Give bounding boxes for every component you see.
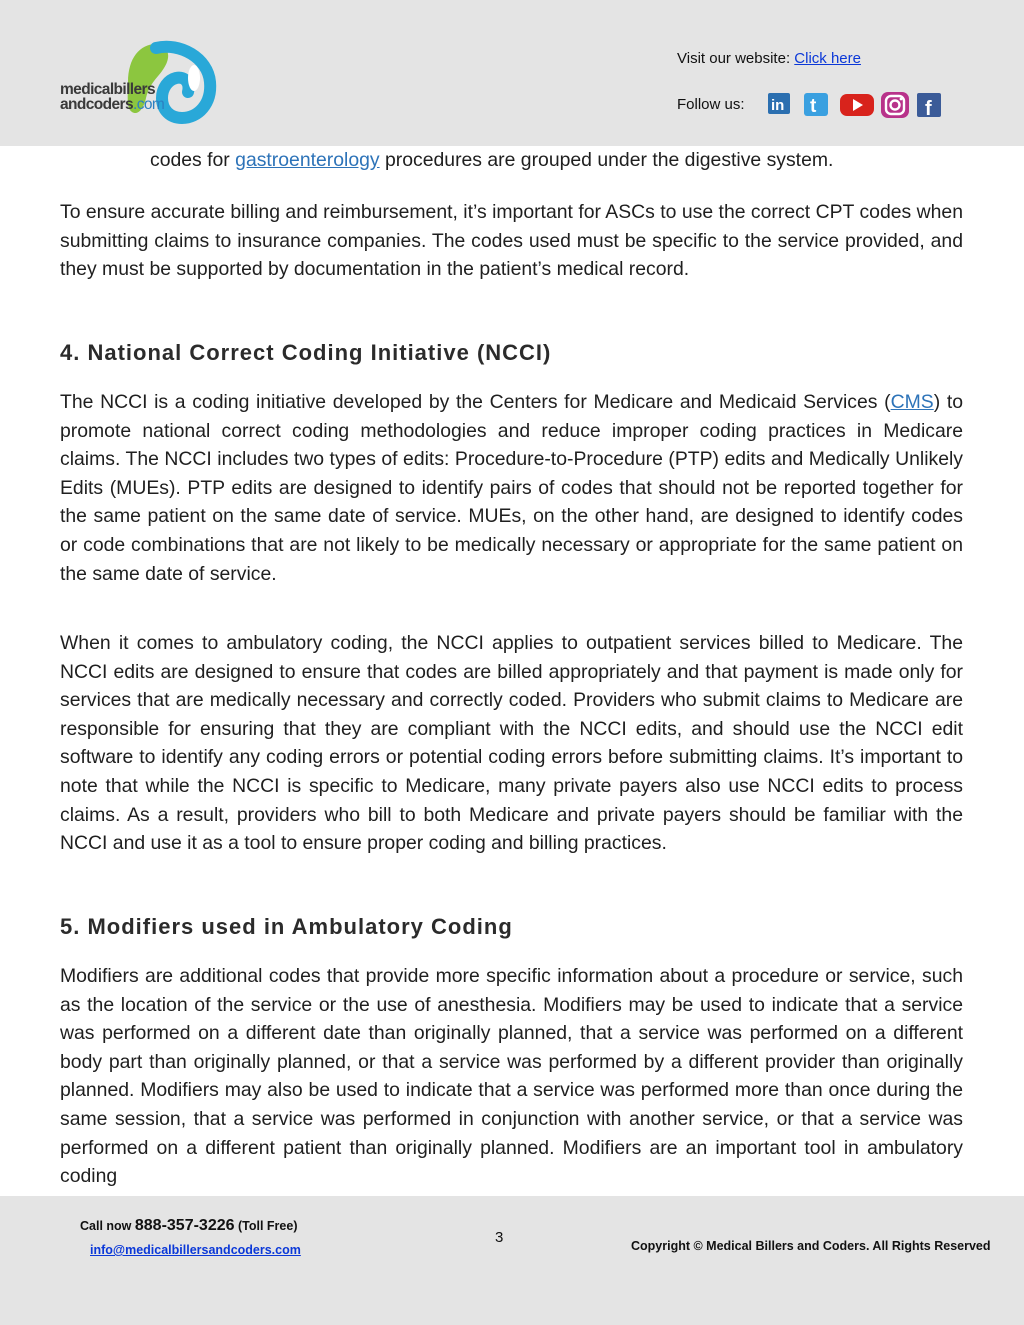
follow-us-label: Follow us: (677, 96, 745, 113)
ncci-text-post: ) to promote national correct coding methodologies and reduce improper coding practices in Medicare claims. The NCCI includes two types of edits: Procedure-to-Procedure (PTP) edits and Medically Unlikely Edits (MUEs). PTP edits are designed to identify pairs of codes that should not be reported together for the same patient on the same date of service. MUEs, on the other hand, are designed to identify codes or code combinations that are not likely to be medically necessary or appropriate for the same patient on the same date of service. (60, 391, 963, 585)
company-logo[interactable] (58, 38, 218, 124)
youtube-icon[interactable] (839, 91, 875, 122)
gastroenterology-link[interactable]: gastroenterology (235, 149, 380, 171)
lead-line (150, 146, 833, 175)
email-link[interactable]: info@medicalbillersandcoders.com (90, 1243, 301, 1257)
paragraph-cpt-codes: To ensure accurate billing and reimbursement, it’s important for ASCs to use the correct CPT codes when submitting claims to insurance companies. The codes used must be specific to the service provided, and they must be supported by documentation in the patient’s medical record. (60, 201, 963, 281)
logo-line-1: medicalbillers (60, 81, 155, 98)
call-now-line (80, 1217, 297, 1235)
svg-text:in: in (771, 97, 785, 114)
instagram-icon[interactable] (880, 91, 910, 124)
svg-text:f: f (925, 98, 932, 118)
page-footer (0, 1196, 1024, 1325)
twitter-icon[interactable] (803, 91, 829, 122)
paragraph-ncci-intro (60, 388, 963, 588)
paragraph-modifiers: Modifiers are additional codes that provide more specific information about a procedure or service, such as the location of the service or the use of anesthesia. Modifiers may be used to indicate that a service was performed on a different date than originally planned, that a service was performed on a different body part than originally planned, or that a service was performed by a different provider than originally planned. Modifiers may also be used to indicate that a service was performed more than once during the same session, that a service was performed in conjunction with another service, or that a service was performed on a different patient than originally planned. Modifiers are an important tool in ambulatory coding (60, 965, 963, 1188)
lead-text-post: procedures are grouped under the digestive system. (379, 149, 834, 171)
website-link[interactable]: Click here (794, 50, 861, 67)
section-heading-modifiers: 5. Modifiers used in Ambulatory Coding (60, 914, 513, 939)
paragraph-ncci-ambulatory: When it comes to ambulatory coding, the NCCI applies to outpatient services billed to Medicare. The NCCI edits are designed to ensure that codes are billed appropriately and that payment is made only for services that are medically necessary and correctly coded. Providers who submit claims to Medicare are responsible for ensuring that they are compliant with the NCCI edits, and should use the NCCI edit software to identify any coding errors or potential coding errors before submitting claims. It’s important to note that while the NCCI is specific to Medicare, many private payers also use NCCI edits to process claims. As a result, providers who bill to both Medicare and private payers should be familiar with the NCCI and use it as a tool to ensure proper coding and billing practices. (60, 632, 963, 855)
section-heading-ncci: 4. National Correct Coding Initiative (NCCI) (60, 340, 552, 365)
page-header (0, 0, 1024, 146)
logo-line-2: andcoders (60, 96, 133, 113)
facebook-icon[interactable] (916, 91, 942, 123)
toll-free-label: (Toll Free) (234, 1219, 298, 1233)
logo-wordmark (60, 82, 164, 112)
phone-number[interactable]: 888-357-3226 (134, 1217, 235, 1234)
page-number: 3 (495, 1229, 504, 1246)
linkedin-icon[interactable] (767, 91, 791, 120)
lead-text-pre: codes for (150, 149, 236, 171)
logo-com: .com (133, 96, 165, 113)
call-label: Call now (80, 1219, 135, 1233)
email-line (90, 1243, 301, 1257)
visit-website-line (677, 50, 861, 67)
svg-text:t: t (810, 96, 817, 117)
visit-label: Visit our website: (677, 50, 791, 67)
cms-link[interactable]: CMS (890, 391, 934, 413)
ncci-text-pre: The NCCI is a coding initiative developed by the Centers for Medicare and Medicaid Services ( (60, 391, 891, 413)
copyright-notice: Copyright © Medical Billers and Coders. All Rights Reserved (631, 1239, 991, 1253)
